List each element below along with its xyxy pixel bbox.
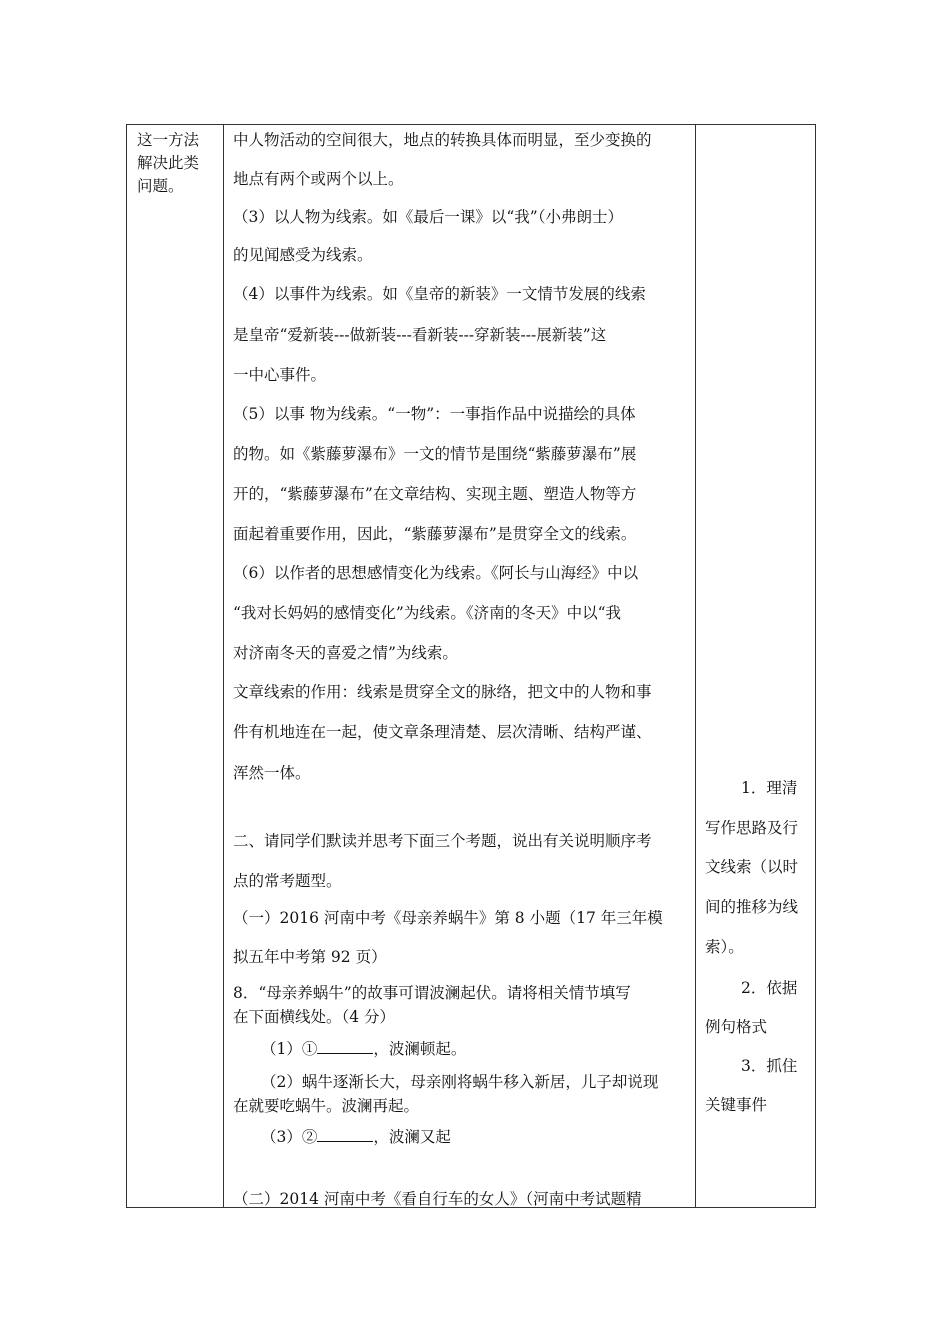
blank-item-3-suffix: ，波澜又起 — [373, 1128, 451, 1146]
goal-line: 间的推移为线 — [705, 898, 799, 916]
column-divider-left — [223, 125, 224, 1207]
question-text: 8．“母亲养蜗牛”的故事可谓波澜起伏。请将相关情节填写 — [233, 984, 631, 1002]
content-line: 浑然一体。 — [233, 764, 311, 782]
content-line: 对济南冬天的喜爱之情”为线索。 — [233, 644, 458, 662]
goal-line: 关键事件 — [705, 1096, 768, 1114]
content-line: 地点有两个或两个以上。 — [233, 170, 404, 188]
content-line: 的物。如《紫藤萝瀑布》一文的情节是围绕“紫藤萝瀑布”展 — [233, 445, 637, 463]
left-line: 问题。 — [137, 177, 184, 195]
content-line: （6）以作者的思想感情变化为线索。《阿长与山海经》中以 — [233, 564, 639, 582]
content-line: （4）以事件为线索。如《皇帝的新装》一文情节发展的线索 — [233, 285, 646, 303]
content-line: “我对长妈妈的感情变化”为线索。《济南的冬天》中以“我 — [233, 604, 622, 622]
left-line: 这一方法 — [137, 131, 200, 149]
question-source: （一）2016 河南中考《母亲养蜗牛》第 8 小题（17 年三年模 — [233, 909, 663, 927]
section-heading: 二、请同学们默读并思考下面三个考题，说出有关说明顺序考 — [233, 832, 652, 850]
content-line: 文章线索的作用：线索是贯穿全文的脉络，把文中的人物和事 — [233, 683, 652, 701]
column-divider-right — [695, 125, 696, 1207]
goal-line: 索）。 — [705, 938, 744, 956]
content-line: 开的，“紫藤萝瀑布”在文章结构、实现主题、塑造人物等方 — [233, 485, 637, 503]
left-line: 解决此类 — [137, 154, 200, 172]
content-line: （5）以事 物为线索。“一物”：一事指作品中说描绘的具体 — [233, 405, 636, 423]
lesson-table — [126, 124, 816, 1208]
content-line: （2）蜗牛逐渐长大，母亲刚将蜗牛移入新居，儿子却说现 — [261, 1073, 659, 1091]
goal-line: 1．理清 — [741, 779, 798, 797]
goal-line: 文线索（以时 — [705, 858, 799, 876]
goal-line: 写作思路及行 — [705, 819, 799, 837]
answer-blank-2[interactable] — [317, 1127, 373, 1142]
answer-blank-1[interactable] — [317, 1039, 373, 1054]
content-line: 点的常考题型。 — [233, 872, 342, 890]
question-text: 在下面横线处。（4 分） — [233, 1008, 396, 1026]
content-line: 一中心事件。 — [233, 366, 327, 384]
blank-item-3 — [261, 1125, 451, 1147]
goal-line: 3．抓住 — [741, 1057, 798, 1075]
goal-line: 例句格式 — [705, 1018, 768, 1036]
content-line: （3）以人物为线索。如《最后一课》以“我”（小弗朗士） — [233, 208, 623, 226]
blank-item-1-suffix: ，波澜顿起。 — [373, 1040, 467, 1058]
content-line: 件有机地连在一起，使文章条理清楚、层次清晰、结构严谨、 — [233, 723, 652, 741]
content-line: 中人物活动的空间很大，地点的转换具体而明显，至少变换的 — [233, 131, 652, 149]
content-line: 面起着重要作用，因此，“紫藤萝瀑布”是贯穿全文的线索。 — [233, 525, 637, 543]
question-source: （二）2014 河南中考《看自行车的女人》（河南中考试题精 — [233, 1190, 642, 1208]
goal-line: 2．依据 — [741, 979, 798, 997]
content-line: 的见闻感受为线索。 — [233, 246, 373, 264]
left-column — [127, 125, 223, 198]
blank-item-1 — [261, 1037, 466, 1059]
content-line: 是皇帝“爱新装---做新装---看新装---穿新装---展新装”这 — [233, 326, 607, 344]
content-line: 在就要吃蜗牛。波澜再起。 — [233, 1097, 420, 1115]
question-source: 拟五年中考第 92 页） — [233, 948, 387, 966]
blank-item-1-prefix: （1）① — [261, 1040, 318, 1058]
blank-item-3-prefix: （3）② — [261, 1128, 318, 1146]
